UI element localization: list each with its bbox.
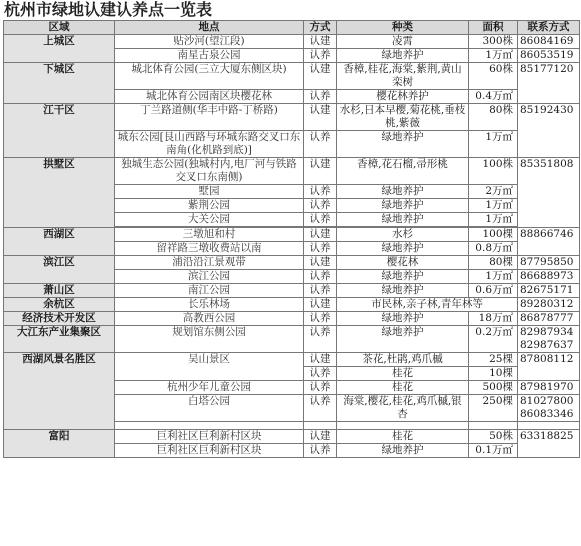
method-cell: 认养 [304, 395, 337, 422]
location-cell: 浦沿沿江景观带 [115, 256, 304, 270]
method-cell: 认养 [304, 312, 337, 326]
contact-cell [518, 422, 580, 430]
contact-cell: 81027800 86083346 [518, 395, 580, 422]
header-district: 区域 [4, 21, 115, 35]
area-cell: 0.4万㎡ [469, 90, 518, 104]
method-cell: 认建 [304, 298, 337, 312]
method-cell [304, 422, 337, 430]
method-cell: 认养 [304, 199, 337, 213]
table-row [4, 430, 580, 444]
species-cell: 桂花 [337, 367, 469, 381]
method-cell: 认建 [304, 353, 337, 367]
table-row [4, 326, 580, 353]
header-method: 方式 [304, 21, 337, 35]
area-cell: 2万㎡ [469, 185, 518, 199]
location-cell: 高教西公园 [115, 312, 304, 326]
header-species: 种类 [337, 21, 469, 35]
district-cell: 富阳 [4, 430, 115, 458]
method-cell: 认养 [304, 444, 337, 458]
location-cell [115, 422, 304, 430]
area-cell: 0.2万㎡ [469, 326, 518, 353]
location-cell: 贴沙河(望江段) [115, 35, 304, 49]
location-cell: 紫荆公园 [115, 199, 304, 213]
location-cell: 城东公园[艮山西路与环城东路交叉口东南角(化机路到底)] [115, 131, 304, 158]
district-cell: 经济技术开发区 [4, 312, 115, 326]
page-title: 杭州市绿地认建认养点一览表 [4, 0, 213, 19]
area-cell: 100株 [469, 158, 518, 185]
method-cell: 认建 [304, 35, 337, 49]
table-row [4, 228, 580, 242]
area-cell: 10棵 [469, 367, 518, 381]
contact-cell: 86878777 [518, 312, 580, 326]
method-cell: 认建 [304, 104, 337, 131]
method-cell: 认建 [304, 63, 337, 90]
contact-cell: 87981970 [518, 381, 580, 395]
header-area: 面积 [469, 21, 518, 35]
area-cell: 80棵 [469, 256, 518, 270]
location-cell: 巨利社区巨利新村区块 [115, 444, 304, 458]
area-cell: 18万㎡ [469, 312, 518, 326]
method-cell: 认建 [304, 430, 337, 444]
method-cell: 认养 [304, 90, 337, 104]
table-row [4, 353, 580, 367]
contact-cell: 85351808 [518, 158, 580, 228]
district-cell: 大江东产业集聚区 [4, 326, 115, 353]
header-location: 地点 [115, 21, 304, 35]
contact-cell: 82675171 [518, 284, 580, 298]
species-cell: 绿地养护 [337, 444, 469, 458]
species-cell: 绿地养护 [337, 185, 469, 199]
species-cell: 水杉 [337, 228, 469, 242]
location-cell: 墅园 [115, 185, 304, 199]
location-cell: 长乐林场 [115, 298, 304, 312]
location-cell: 杭州少年儿童公园 [115, 381, 304, 395]
area-cell: 300株 [469, 35, 518, 49]
table-row [4, 158, 580, 185]
species-cell: 水杉,日本早樱,菊花桃,垂枝桃,紫薇 [337, 104, 469, 131]
location-cell: 南星古泉公园 [115, 49, 304, 63]
table-row [4, 63, 580, 90]
location-cell: 白塔公园 [115, 395, 304, 422]
species-cell: 绿地养护 [337, 312, 469, 326]
area-cell: 50株 [469, 430, 518, 444]
species-cell: 香樟,花石榴,帚形桃 [337, 158, 469, 185]
table-row [4, 35, 580, 49]
location-cell: 城北体育公园南区块樱花林 [115, 90, 304, 104]
table-row [4, 312, 580, 326]
location-cell: 南江公园 [115, 284, 304, 298]
contact-cell: 85192430 [518, 104, 580, 158]
table-row [4, 104, 580, 131]
district-cell: 江干区 [4, 104, 115, 158]
header-contact: 联系方式 [518, 21, 580, 35]
district-cell: 拱墅区 [4, 158, 115, 228]
method-cell: 认养 [304, 131, 337, 158]
area-cell: 500棵 [469, 381, 518, 395]
table-header-row [4, 21, 580, 35]
species-cell: 桂花 [337, 430, 469, 444]
location-cell: 城北体育公园(三立大厦东侧区块) [115, 63, 304, 90]
species-cell: 香樟,桂花,海棠,紫荆,黄山栾树 [337, 63, 469, 90]
contact-cell: 63318825 [518, 430, 580, 458]
area-cell: 250棵 [469, 395, 518, 422]
area-cell: 100棵 [469, 228, 518, 242]
species-cell: 市民林,亲子林,青年林等 [337, 298, 518, 312]
area-cell: 80株 [469, 104, 518, 131]
contact-cell: 89280312 [518, 298, 580, 312]
location-cell: 丁兰路道侧(华丰中路-丁桥路) [115, 104, 304, 131]
greenland-table [3, 20, 580, 458]
species-cell: 海棠,樱花,桂花,鸡爪槭,银杏 [337, 395, 469, 422]
location-cell: 大关公园 [115, 213, 304, 227]
district-cell: 余杭区 [4, 298, 115, 312]
location-cell: 三墩旭和村 [115, 228, 304, 242]
method-cell: 认养 [304, 367, 337, 381]
method-cell: 认建 [304, 256, 337, 270]
area-cell: 0.6万㎡ [469, 284, 518, 298]
contact-cell: 86084169 [518, 35, 580, 49]
table-row [4, 298, 580, 312]
area-cell: 1万㎡ [469, 199, 518, 213]
species-cell: 凌霄 [337, 35, 469, 49]
species-cell: 绿地养护 [337, 284, 469, 298]
species-cell: 绿地养护 [337, 326, 469, 353]
method-cell: 认养 [304, 242, 337, 256]
district-cell: 上城区 [4, 35, 115, 63]
area-cell [469, 422, 518, 430]
location-cell: 留祥路三墩收费站以南 [115, 242, 304, 256]
contact-cell: 87795850 [518, 256, 580, 270]
species-cell: 绿地养护 [337, 242, 469, 256]
species-cell: 樱花林养护 [337, 90, 469, 104]
district-cell: 西湖区 [4, 228, 115, 256]
species-cell: 绿地养护 [337, 199, 469, 213]
area-cell: 1万㎡ [469, 49, 518, 63]
location-cell: 滨江公园 [115, 270, 304, 284]
area-cell: 0.1万㎡ [469, 444, 518, 458]
area-cell: 60株 [469, 63, 518, 90]
method-cell: 认养 [304, 49, 337, 63]
contact-cell: 88866746 [518, 228, 580, 256]
contact-cell: 85177120 [518, 63, 580, 104]
contact-cell: 86688973 [518, 270, 580, 284]
location-cell: 规划馆东侧公园 [115, 326, 304, 353]
species-cell: 绿地养护 [337, 131, 469, 158]
area-cell: 1万㎡ [469, 213, 518, 227]
species-cell: 绿地养护 [337, 213, 469, 227]
contact-cell: 82987934 82987637 [518, 326, 580, 353]
method-cell: 认建 [304, 228, 337, 242]
area-cell: 25棵 [469, 353, 518, 367]
location-cell: 独城生态公园(独城村内,电厂河与铁路交叉口东南侧) [115, 158, 304, 185]
contact-cell: 86053519 [518, 49, 580, 63]
area-cell: 1万㎡ [469, 131, 518, 158]
area-cell: 0.8万㎡ [469, 242, 518, 256]
species-cell: 茶花,杜鹃,鸡爪槭 [337, 353, 469, 367]
species-cell: 绿地养护 [337, 270, 469, 284]
method-cell: 认养 [304, 381, 337, 395]
district-cell: 下城区 [4, 63, 115, 104]
district-cell: 滨江区 [4, 256, 115, 284]
location-cell: 吴山景区 [115, 353, 304, 381]
species-cell: 樱花林 [337, 256, 469, 270]
location-cell: 巨利社区巨利新村区块 [115, 430, 304, 444]
contact-cell: 87808112 [518, 353, 580, 381]
species-cell: 桂花 [337, 381, 469, 395]
method-cell: 认养 [304, 326, 337, 353]
species-cell: 绿地养护 [337, 49, 469, 63]
method-cell: 认养 [304, 284, 337, 298]
method-cell: 认养 [304, 185, 337, 199]
district-cell: 西湖风景名胜区 [4, 353, 115, 430]
district-cell: 萧山区 [4, 284, 115, 298]
table-row [4, 256, 580, 270]
method-cell: 认建 [304, 158, 337, 185]
method-cell: 认养 [304, 270, 337, 284]
table-row [4, 284, 580, 298]
area-cell: 1万㎡ [469, 270, 518, 284]
species-cell [337, 422, 469, 430]
method-cell: 认养 [304, 213, 337, 227]
